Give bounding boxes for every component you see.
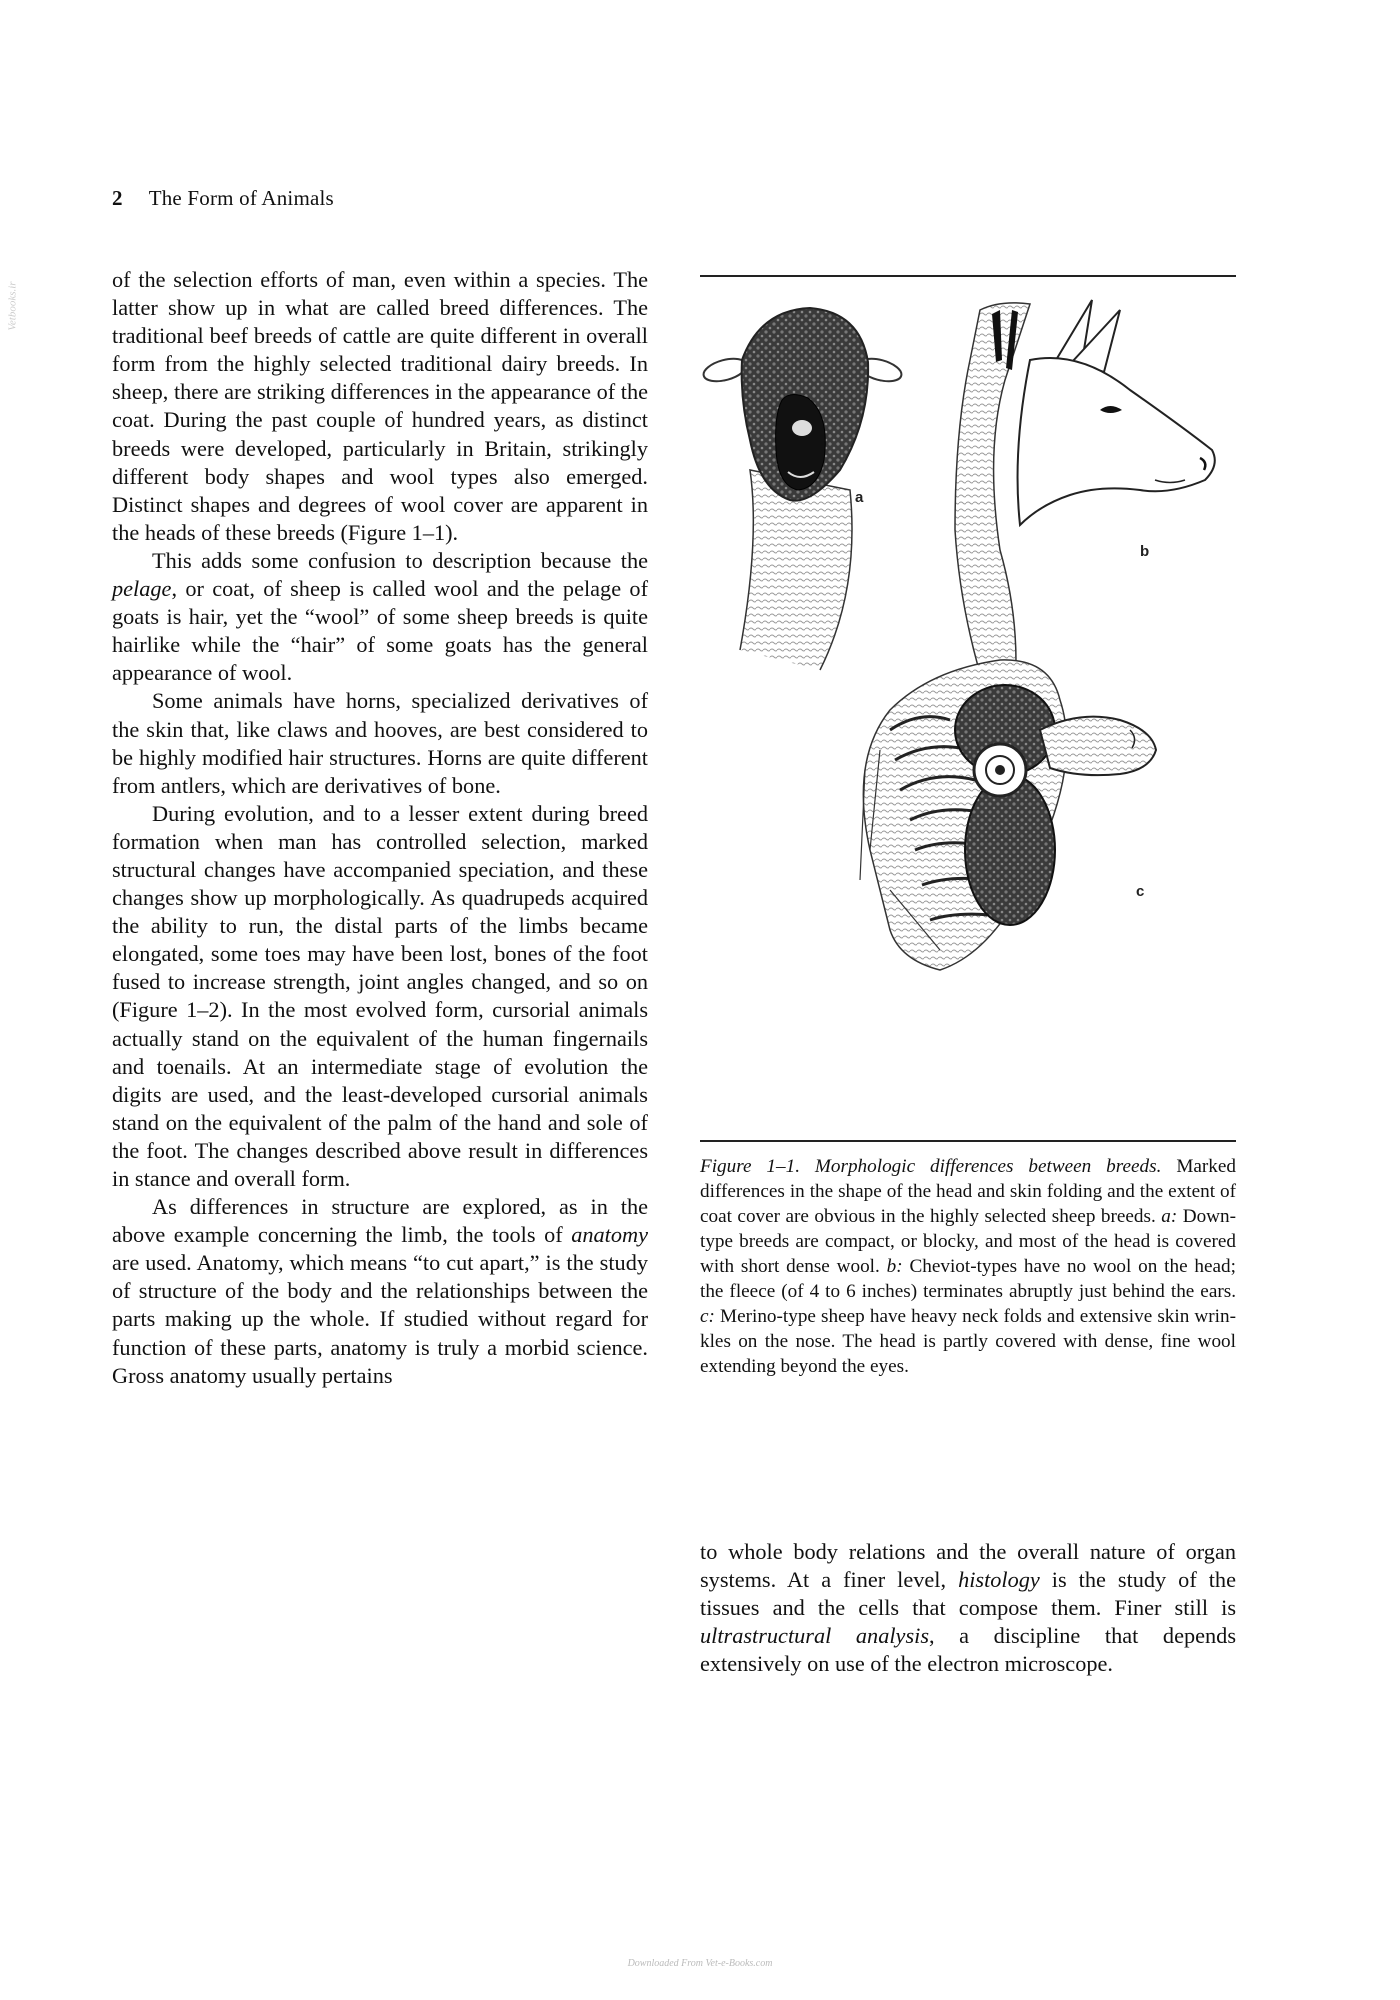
caption-tag-b: b:: [886, 1256, 903, 1277]
sheep-head-c: [860, 660, 1156, 970]
sheep-head-b: [955, 300, 1215, 690]
term-anatomy: anatomy: [571, 1222, 648, 1248]
paragraph-2-text-b: , or coat, of sheep is called wool and the pelage of goats is hair, yet the “wool” of some sheep breeds is quite hairlike while the “hair” of some goats has the general appearance of wool.: [112, 576, 648, 686]
caption-text-a: Down-type breeds are compact, or blocky, and most of the head is covered with short dense wool.: [700, 1206, 1236, 1277]
paragraph-5-text-b: are used. Anatomy, which means “to cut apart,” is the study of structure of the body and the relationships between the parts making up the whole. If studied without regard for function of these parts, anatomy is truly a morbid science. Gross anatomy usually pertains: [112, 1250, 648, 1388]
term-histology: histology: [958, 1567, 1040, 1593]
caption-body: Marked differences in the shape of the head and skin folding and the extent of coat cover are obvious in the highly selected sheep breeds.: [700, 1156, 1237, 1227]
figure-bottom-rule: [700, 1140, 1236, 1142]
running-header: [112, 186, 334, 211]
figure-1-1: [700, 290, 1236, 1130]
sheep-heads-illustration: [700, 290, 1236, 1130]
running-title: The Form of Animals: [148, 186, 334, 210]
paragraph-4: During evolution, and to a lesser extent during breed formation when man has controlled selection, marked structural changes have accompanied speciation, and these changes show up morphologically. As quadrupeds acquired the ability to run, the distal parts of the limbs became elongated, some toes may have been lost, bones of the foot fused to increase strength, joint angles changed, and so on (Figure 1–2). In the most evolved form, cursorial animals actually stand on the equivalent of the human fingernails and toenails. At an intermediate stage of evolution the digits are used, and the least-developed cursorial animals stand on the equivalent of the palm of the hand and sole of the foot. The changes described above result in differences in stance and overall form.: [112, 800, 648, 1191]
page-number: 2: [112, 186, 123, 210]
paragraph-2-text-a: This adds some confusion to description because the: [152, 547, 648, 573]
caption-text-c: Merino-type sheep have heavy neck folds and extensive skin wrinkles on the nose. The head is partly covered with dense, fine wool extending beyond the eyes.: [700, 1306, 1236, 1377]
paragraph-1: of the selection efforts of man, even within a species. The latter show up in what are called breed differences. The traditional beef breeds of cattle are quite different in overall form from the highly selected traditional dairy breeds. In sheep, there are striking differences in the appearance of the coat. During the past couple of hundred years, as distinct breeds were developed, particularly in Britain, strikingly different body shapes and wool types also emerged. Distinct shapes and degrees of wool cover are apparent in the heads of these breeds (Figure 1–1).: [112, 267, 648, 545]
paragraph-2: [112, 547, 648, 687]
margin-watermark: Vetbooks.ir: [6, 281, 19, 331]
figure-label-c: c: [1136, 883, 1145, 900]
figure-label-b: b: [1140, 543, 1150, 560]
caption-tag-a: a:: [1161, 1206, 1178, 1227]
right-column: [700, 1538, 1236, 1678]
left-column: [112, 266, 648, 1390]
paragraph-6-text-2: is the study of the tissues and the cells that compose them. Finer still is: [700, 1567, 1236, 1621]
paragraph-6: [700, 1538, 1236, 1678]
caption-text-b: Cheviot-types have no wool on the head; the fleece (of 4 to 6 inches) terminates abruptly just behind the ears.: [700, 1256, 1236, 1302]
paragraph-3: Some animals have horns, specialized derivatives of the skin that, like claws and hooves, are best considered to be highly modified hair structures. Horns are quite different from antlers, which are derivatives of bone.: [112, 688, 648, 798]
caption-tag-c: c:: [700, 1306, 715, 1327]
paragraph-5-text-a: As differences in structure are explored, as in the above example concerning the limb, the tools of: [112, 1194, 648, 1248]
sheep-head-a: [701, 308, 904, 670]
caption-title: Figure 1–1. Morphologic differences between breeds.: [700, 1156, 1162, 1177]
figure-label-a: a: [855, 489, 864, 506]
paragraph-6-text-3: , a discipline that depends extensively on use of the electron microscope.: [700, 1623, 1236, 1677]
term-pelage: pelage: [112, 576, 172, 602]
paragraph-6-text-1: to whole body relations and the overall nature of organ systems. At a finer level,: [700, 1539, 1236, 1593]
term-ultrastructural-analysis: ultrastructural analysis: [700, 1623, 929, 1649]
figure-caption: [700, 1154, 1236, 1379]
paragraph-5: [112, 1193, 648, 1390]
figure-top-rule: [700, 275, 1236, 277]
footer-watermark: Downloaded From Vet-e-Books.com: [627, 1958, 773, 1969]
